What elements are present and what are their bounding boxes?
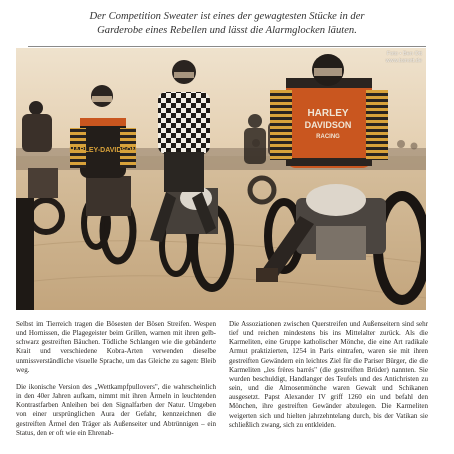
pull-quote-line-2: Garderobe eines Rebellen und lässt die Alarmglocken läuten.: [97, 25, 357, 36]
photo-credit-url: www.bsnott.de: [385, 58, 422, 65]
body-column-left: [16, 320, 216, 446]
pull-quote-line-1: Der Competition Sweater ist eines der gewagtesten Stücke in der: [89, 11, 365, 22]
photo-credit: [386, 51, 422, 66]
race-photo-illustration: [16, 48, 426, 310]
jersey-text-right-3: RACING: [316, 134, 340, 140]
race-photo: [16, 48, 426, 310]
jersey-text-right-1: HARLEY: [307, 108, 349, 119]
pull-quote: [28, 2, 426, 47]
body-paragraph: Die ikonische Version des „Wettkampfpullovers", die wahrscheinlich in den 40er Jahren aufkam, nimmt mit ihren Ärmeln in leuchtenden Kontrastfarben Anleihen bei den Signalfarben der Natur. Umgeben von einer ursprünglichen Aura der Gefahr, kennzeichnen die gestreiften Ärmel den Träger als Außenseiter und Abtrünnigen – ein Status, den er oft wie ein Ehrenab-: [16, 382, 216, 437]
jersey-text-left: HARLEY-DAVIDSON: [69, 147, 137, 154]
jersey-text-right-2: DAVIDSON: [304, 120, 352, 130]
body-paragraph: Selbst im Tierreich tragen die Bösesten der Bösen Streifen. Wespen und Hornissen, die Plagegeister beim Grillen, warnen mit ihren gelb-schwarz gestreiften Bäuchen. Tödliche Schlangen wie die gebänderte Krait und verschiedene Kobra-Arten verwenden dieselbe unmissverständliche visuelle Sprache, um das Gleiche zu sagen: Bleib weg.: [16, 320, 216, 374]
photo-credit-name: Foto • Ben Ott: [386, 51, 422, 57]
body-column-right: [229, 320, 428, 438]
body-paragraph: Die Assoziationen zwischen Querstreifen und Außenseitern sind sehr tief und reichen mindestens bis ins Mittelalter zurück. Als die Karmeliten, eine Gruppe katholischer Mönche, die eine Art radikale Armut praktizierten, 1254 in Paris eintrafen, waren sie mit ihren gestreiften Gewändern ein leichtes Ziel für die Pariser Bürger, die die Karmeliten „les frères barrés" (die gestreiften Brüder) nannten. Sie wurden beschuldigt, Handlanger des Teufels und des Antichristen zu sein, und die Almosenmönche waren Gewalt und Schikanen ausgesetzt. Papst Alexander IV griff 1260 ein und befahl den Mönchen, ihre gestreiften Gewänder abzulegen. Die Karmeliten weigerten sich und hielten jahrzehntelang durch, bis der Vatikan sie schließlich zwang, sich zu entkleiden.: [229, 320, 428, 429]
pull-quote-text: [89, 10, 364, 38]
